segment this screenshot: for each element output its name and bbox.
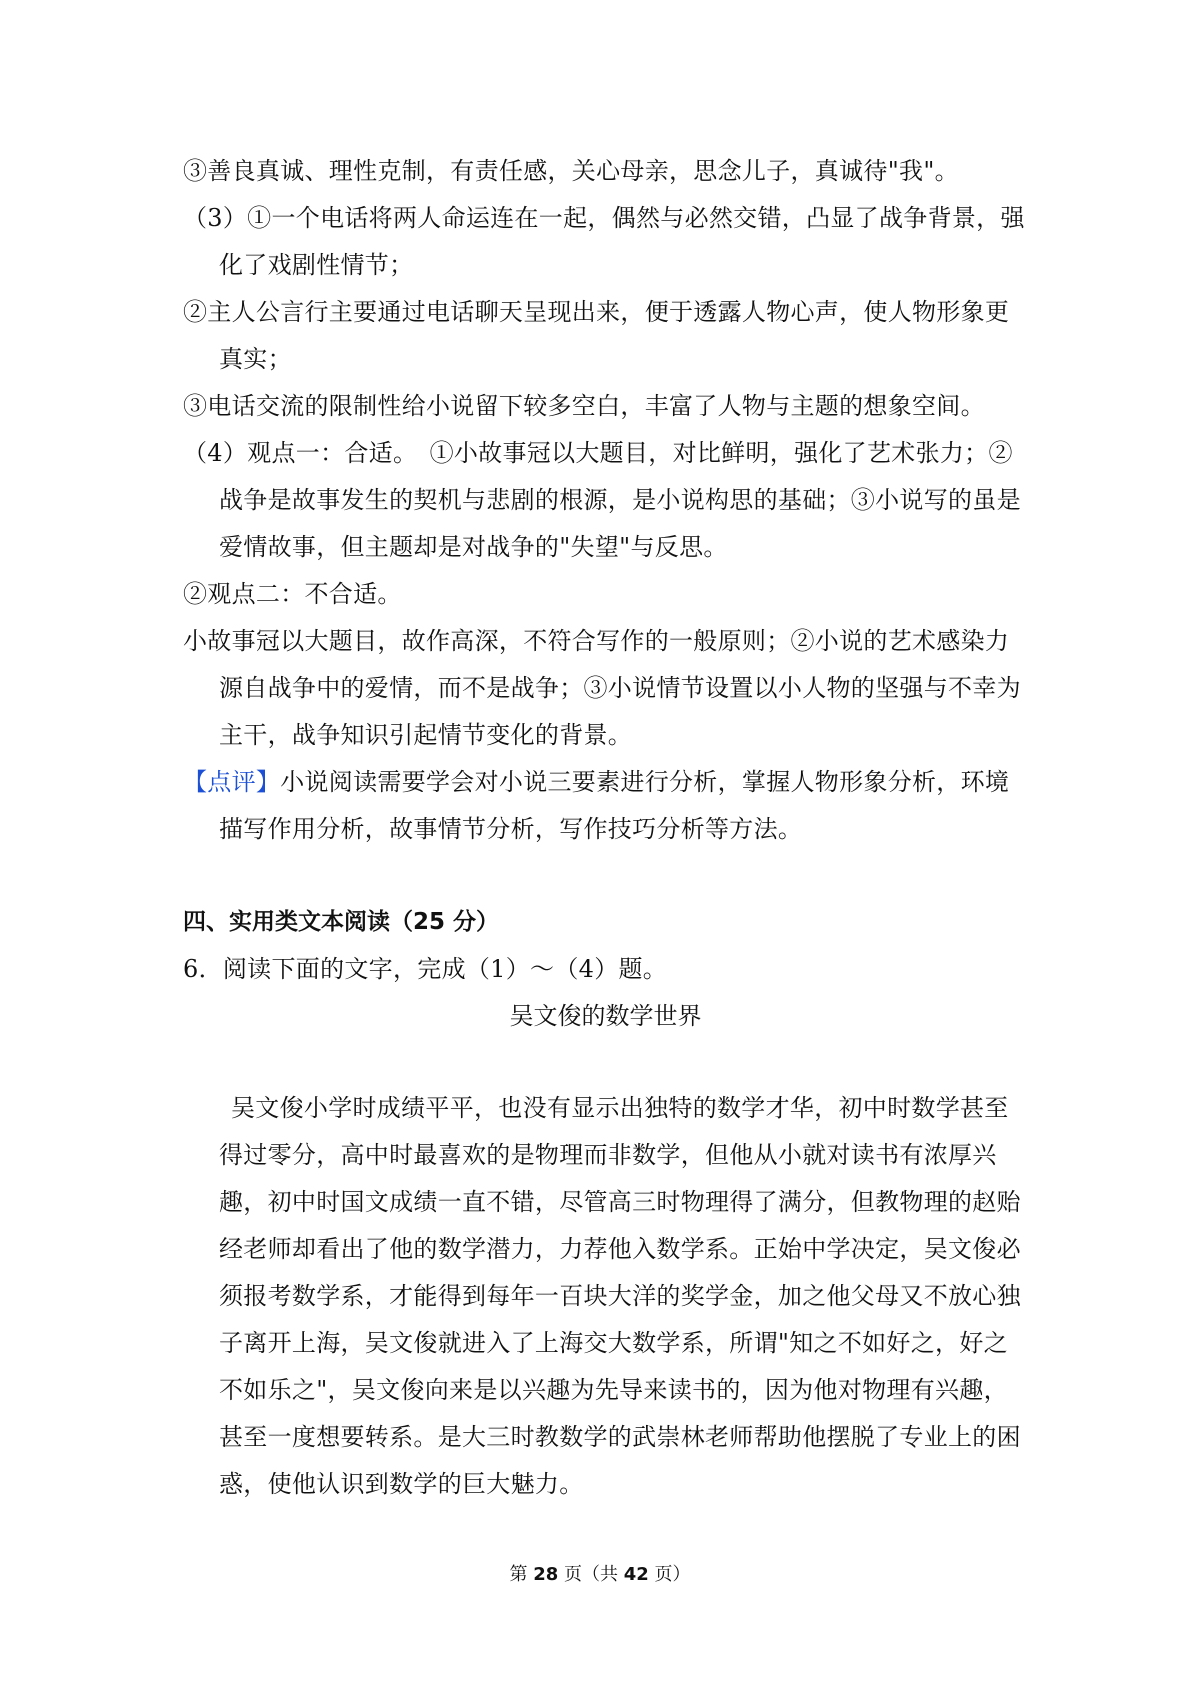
comment-tag: 【点评】 bbox=[183, 768, 281, 796]
footer-middle: 页（共 bbox=[564, 1564, 618, 1585]
article-title: 吴文俊的数学世界 bbox=[509, 1002, 702, 1030]
question-prompt: 6．阅读下面的文字，完成（1）～（4）题。 bbox=[183, 955, 668, 983]
section-spacer bbox=[183, 853, 1028, 899]
comment-text: 小说阅读需要学会对小说三要素进行分析，掌握人物形象分析，环境描写作用分析，故事情节分析，写作技巧分析等方法。 bbox=[219, 768, 1010, 843]
answer-paragraph: ③善良真诚、理性克制，有责任感，关心母亲，思念儿子，真诚待"我"。 bbox=[183, 157, 959, 185]
answer-paragraph: 小故事冠以大题目，故作高深，不符合写作的一般原则；②小说的艺术感染力源自战争中的爱情，而不是战争；③小说情节设置以小人物的坚强与不幸为主干，战争知识引起情节变化的背景。 bbox=[183, 627, 1021, 749]
footer-page-number: 28 bbox=[533, 1564, 559, 1585]
footer-prefix: 第 bbox=[509, 1564, 528, 1585]
section-title: 四、实用类文本阅读（25 分） bbox=[183, 909, 500, 935]
answer-paragraph: ②主人公言行主要通过电话聊天呈现出来，便于透露人物心声，使人物形象更真实； bbox=[183, 298, 1010, 373]
answer-paragraph: ③电话交流的限制性给小说留下较多空白，丰富了人物与主题的想象空间。 bbox=[183, 392, 985, 420]
article-body: 吴文俊小学时成绩平平，也没有显示出独特的数学才华，初中时数学甚至得过零分，高中时最喜欢的是物理而非数学，但他从小就对读书有浓厚兴趣，初中时国文成绩一直不错，尽管高三时物理得了满分，但教物理的赵贻经老师却看出了他的数学潜力，力荐他入数学系。正始中学决定，吴文俊必须报考数学系，才能得到每年一百块大洋的奖学金，加之他父母又不放心独子离开上海，吴文俊就进入了上海交大数学系，所谓"知之不如好之，好之不如乐之"，吴文俊向来是以兴趣为先导来读书的，因为他对物理有兴趣，甚至一度想要转系。是大三时教数学的武崇林老师帮助他摆脱了专业上的困惑，使他认识到数学的巨大魅力。 bbox=[219, 1094, 1021, 1498]
footer-suffix: 页） bbox=[654, 1564, 691, 1585]
page-footer bbox=[0, 1560, 1200, 1586]
answer-paragraph: （3）①一个电话将两人命运连在一起，偶然与必然交错，凸显了战争背景，强化了戏剧性情节； bbox=[183, 204, 1025, 279]
article-spacer bbox=[183, 1040, 1028, 1085]
page-content bbox=[183, 148, 1028, 1508]
answer-paragraph: （4）观点一：合适。 ①小故事冠以大题目，对比鲜明，强化了艺术张力；②战争是故事发生的契机与悲剧的根源，是小说构思的基础；③小说写的虽是爱情故事，但主题却是对战争的"失望"与反思。 bbox=[183, 439, 1021, 561]
footer-total-pages: 42 bbox=[623, 1564, 649, 1585]
answer-paragraph: ②观点二：不合适。 bbox=[183, 580, 402, 608]
comment-paragraph bbox=[183, 759, 1028, 853]
